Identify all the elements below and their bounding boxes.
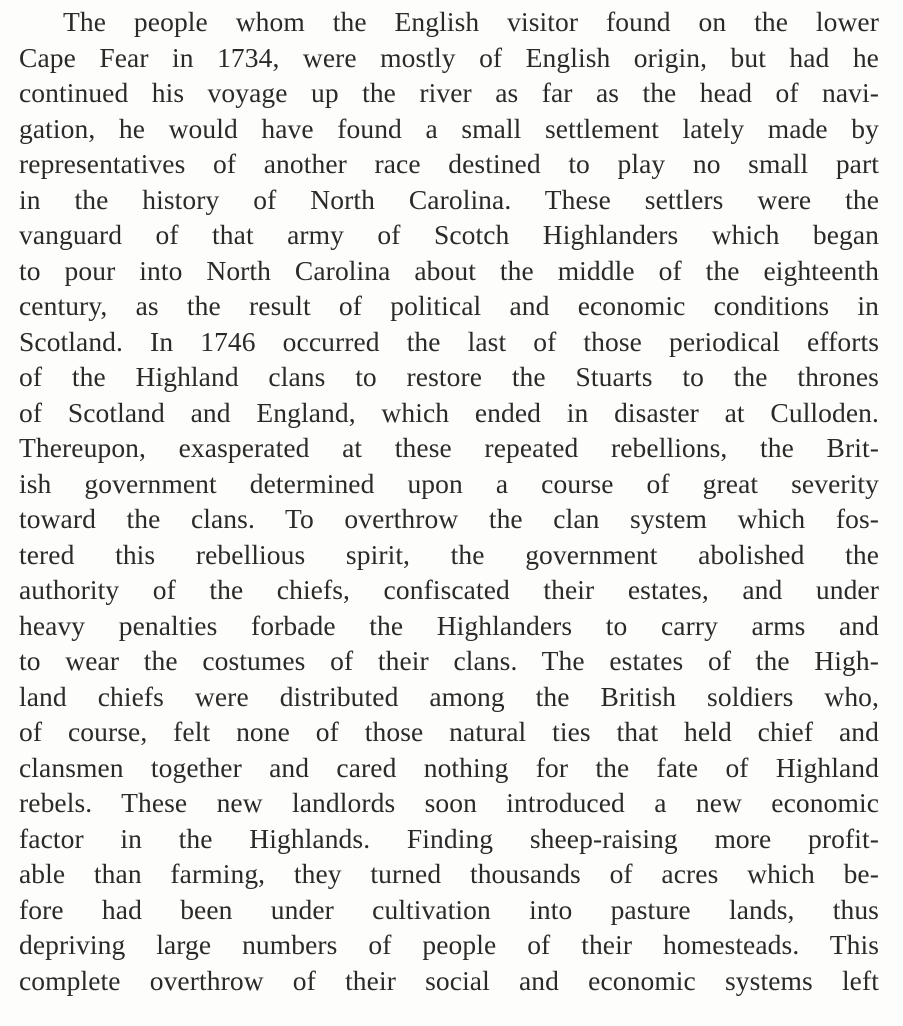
text-line: in the history of North Carolina. These settlers were the — [19, 183, 879, 215]
text-line: depriving large numbers of people of their homesteads. This — [19, 929, 879, 960]
text-line: Thereupon, exasperated at these repeated rebellions, the Brit- — [19, 432, 879, 463]
text-line: representatives of another race destined to play no small part — [19, 148, 879, 179]
text-line: able than farming, they turned thousands of acres which be- — [19, 858, 879, 889]
body-paragraph — [19, 4, 879, 998]
text-line: The people whom the English visitor found on the lower — [63, 6, 879, 37]
text-line: Cape Fear in 1734, were mostly of English origin, but had he — [19, 41, 879, 73]
text-line: vanguard of that army of Scotch Highlanders which began — [19, 219, 879, 250]
text-line: rebels. These new landlords soon introduced a new economic — [19, 787, 879, 818]
text-line: factor in the Highlands. Finding sheep-raising more profit- — [19, 822, 879, 854]
text-line: land chiefs were distributed among the British soldiers who, — [19, 680, 879, 712]
text-line: continued his voyage up the river as far as the head of navi- — [19, 77, 879, 108]
text-line: authority of the chiefs, confiscated their estates, and under — [19, 574, 879, 605]
text-line: tered this rebellious spirit, the government abolished the — [19, 538, 879, 570]
text-line: fore had been under cultivation into pasture lands, thus — [19, 893, 879, 925]
text-line: complete overthrow of their social and economic systems left — [19, 964, 879, 996]
text-line: of course, felt none of those natural ties that held chief and — [19, 716, 879, 747]
text-line: of the Highland clans to restore the Stuarts to the thrones — [19, 361, 879, 392]
text-line: century, as the result of political and economic conditions in — [19, 290, 879, 321]
text-line: clansmen together and cared nothing for the fate of Highland — [19, 751, 879, 783]
text-line: to pour into North Carolina about the middle of the eighteenth — [19, 254, 879, 286]
text-line: heavy penalties forbade the Highlanders to carry arms and — [19, 609, 879, 641]
text-line: to wear the costumes of their clans. The estates of the High- — [19, 645, 879, 676]
text-line: ish government determined upon a course of great severity — [19, 467, 879, 499]
text-line: toward the clans. To overthrow the clan system which fos- — [19, 503, 879, 534]
text-line: gation, he would have found a small settlement lately made by — [19, 112, 879, 144]
text-line: of Scotland and England, which ended in disaster at Culloden. — [19, 396, 879, 428]
text-line: Scotland. In 1746 occurred the last of those periodical efforts — [19, 325, 879, 357]
